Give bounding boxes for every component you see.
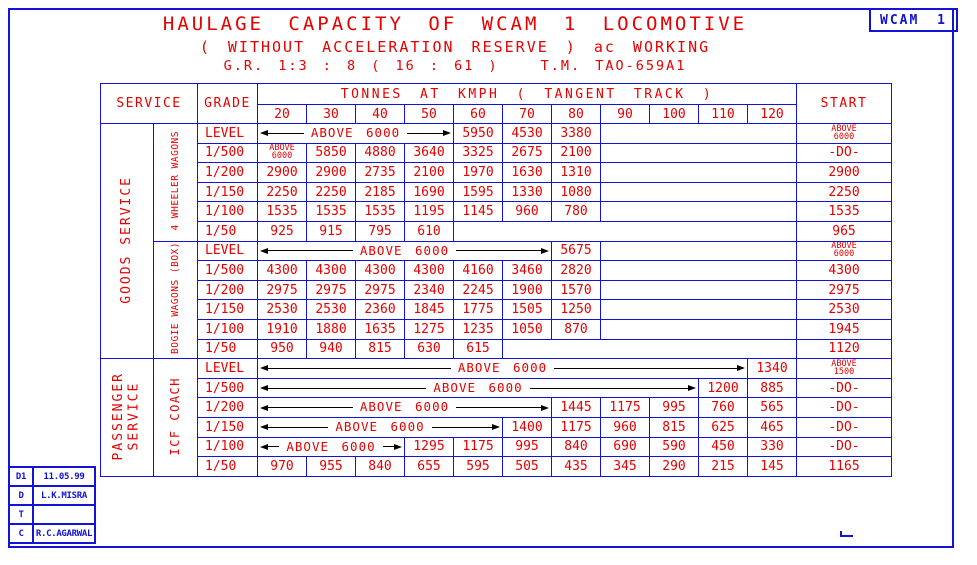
value-cell: 330	[748, 437, 797, 457]
value-cell: 3460	[503, 261, 552, 281]
stock-type-label	[154, 124, 198, 242]
start-cell: 965	[797, 221, 892, 241]
table-row	[101, 124, 892, 144]
value-cell: 4300	[405, 261, 454, 281]
speed-header-70: 70	[503, 105, 552, 124]
value-cell: 1235	[454, 319, 503, 339]
table-row	[101, 221, 892, 241]
table-row	[101, 319, 892, 339]
capacity-arrow	[258, 438, 404, 454]
arrow-line	[456, 407, 541, 408]
table-row	[101, 280, 892, 300]
value-cell: 290	[650, 457, 699, 477]
value-cell: 145	[748, 457, 797, 477]
service-column-header: SERVICE	[101, 84, 198, 124]
value-cell: 1900	[503, 280, 552, 300]
stock-type-label	[154, 241, 198, 359]
arrow-label: ABOVE 6000	[359, 242, 450, 258]
value-cell: 2100	[552, 143, 601, 163]
capacity-arrow	[258, 362, 747, 375]
value-cell: 2530	[307, 300, 356, 320]
stacked-value	[831, 125, 857, 141]
titleblock-value: 11.05.99	[33, 467, 95, 486]
start-cell: 1120	[797, 339, 892, 359]
stock-line: ICF COACH	[168, 376, 183, 456]
value-cell: 5675	[552, 241, 601, 261]
stacked-value	[269, 144, 295, 160]
grade-cell: 1/150	[198, 417, 258, 437]
above-6000-arrow-cell	[258, 398, 552, 418]
above-6000-arrow-cell	[258, 124, 454, 144]
title-line-2: ( WITHOUT ACCELERATION RESERVE ) ac WORKING	[199, 38, 711, 56]
grade-cell: 1/100	[198, 202, 258, 222]
grade-cell: 1/150	[198, 300, 258, 320]
arrow-line	[456, 250, 541, 251]
grade-cell: 1/150	[198, 182, 258, 202]
arrow-line	[268, 427, 328, 428]
value-cell: 4160	[454, 261, 503, 281]
value-cell: 1445	[552, 398, 601, 418]
titleblock-value	[33, 505, 95, 524]
wcam-badge-box	[869, 8, 958, 32]
value-cell: 1175	[552, 417, 601, 437]
value-cell: 1880	[307, 319, 356, 339]
value-cell: 960	[503, 202, 552, 222]
arrowhead-right-icon	[492, 424, 500, 430]
start-cell: 2530	[797, 300, 892, 320]
start-cell: 2975	[797, 280, 892, 300]
value-cell: 2975	[356, 280, 405, 300]
arrow-label: ABOVE 6000	[457, 360, 548, 376]
titleblock-value: L.K.MISRA	[33, 486, 95, 505]
titleblock-key: T	[9, 505, 33, 524]
start-cell: -DO-	[797, 417, 892, 437]
titleblock-row	[9, 467, 95, 486]
capacity-arrow	[258, 242, 551, 258]
titleblock-row	[9, 505, 95, 524]
value-cell: 3380	[552, 124, 601, 144]
value-cell: 655	[405, 457, 454, 477]
stacked-value	[831, 360, 857, 376]
empty-cell	[601, 124, 797, 144]
grade-cell: 1/500	[198, 378, 258, 398]
value-cell: 1535	[356, 202, 405, 222]
arrow-line	[268, 407, 353, 408]
table-row	[101, 359, 892, 379]
grade-column-header: GRADE	[198, 84, 258, 124]
table-row	[101, 398, 892, 418]
arrow-line	[432, 427, 492, 428]
value-cell: 1595	[454, 182, 503, 202]
value-cell: 2735	[356, 163, 405, 183]
value-cell: 2250	[307, 182, 356, 202]
value-cell: 2820	[552, 261, 601, 281]
value-cell: 2100	[405, 163, 454, 183]
value-cell: 1295	[405, 437, 454, 457]
grade-cell: 1/500	[198, 143, 258, 163]
stock-type-text	[170, 131, 181, 231]
value-cell: 2530	[258, 300, 307, 320]
speed-header-40: 40	[356, 105, 405, 124]
value-cell: 610	[405, 221, 454, 241]
value-cell: 625	[699, 417, 748, 437]
value-cell: 1310	[552, 163, 601, 183]
service-group-text	[111, 372, 142, 460]
title-line-1: HAULAGE CAPACITY OF WCAM 1 LOCOMOTIVE	[162, 13, 748, 35]
value-cell: 1050	[503, 319, 552, 339]
stock-line: BOGIE WAGONS (BOX)	[169, 242, 181, 355]
value-cell: 630	[405, 339, 454, 359]
value-cell: 595	[454, 457, 503, 477]
empty-cell	[601, 280, 797, 300]
above-6000-arrow-cell	[258, 359, 748, 379]
arrowhead-left-icon	[260, 365, 268, 371]
start-cell	[797, 124, 892, 144]
empty-cell	[454, 221, 797, 241]
value-cell: 1400	[503, 417, 552, 437]
value-cell: 885	[748, 378, 797, 398]
service-line: GOODS SERVICE	[119, 175, 135, 304]
capacity-arrow	[258, 418, 502, 434]
table-row	[101, 339, 892, 359]
service-group-label	[101, 124, 154, 359]
speed-header-50: 50	[405, 105, 454, 124]
arrowhead-right-icon	[541, 405, 549, 411]
value-cell: 215	[699, 457, 748, 477]
wcam-badge-label: WCAM 1	[880, 12, 947, 28]
titleblock-key: C	[9, 524, 33, 543]
value-cell: 1845	[405, 300, 454, 320]
titleblock-key: D	[9, 486, 33, 505]
table-row	[101, 457, 892, 477]
grade-cell: LEVEL	[198, 124, 258, 144]
value-cell: 2360	[356, 300, 405, 320]
service-group-text	[119, 176, 135, 304]
value-cell: 950	[258, 339, 307, 359]
table-row	[101, 241, 892, 261]
value-cell: 5950	[454, 124, 503, 144]
start-cell	[797, 359, 892, 379]
value-cell: 450	[699, 437, 748, 457]
grade-cell: 1/200	[198, 280, 258, 300]
stacked-line: 6000	[833, 249, 855, 260]
service-line: SERVICE	[127, 381, 142, 451]
stock-type-text	[168, 377, 182, 456]
start-column-header: START	[797, 84, 892, 124]
stacked-line: ABOVE	[831, 123, 857, 134]
arrow-line	[268, 388, 426, 389]
stacked-value	[831, 242, 857, 258]
speed-header-30: 30	[307, 105, 356, 124]
start-cell	[797, 241, 892, 261]
above-6000-arrow-cell	[258, 378, 699, 398]
arrowhead-left-icon	[260, 130, 268, 136]
grade-cell: 1/500	[198, 261, 258, 281]
speed-header-80: 80	[552, 105, 601, 124]
value-cell: 2900	[307, 163, 356, 183]
arrowhead-right-icon	[688, 385, 696, 391]
stacked-line: 6000	[833, 131, 855, 142]
above-6000-arrow-cell	[258, 241, 552, 261]
value-cell: 2245	[454, 280, 503, 300]
stacked-line: ABOVE	[831, 241, 857, 252]
value-cell: 2250	[258, 182, 307, 202]
arrow-label: ABOVE 6000	[335, 418, 425, 434]
table-row	[101, 163, 892, 183]
service-line: PASSENGER	[111, 371, 127, 461]
value-cell: 1630	[503, 163, 552, 183]
value-cell: 960	[601, 417, 650, 437]
empty-cell	[601, 300, 797, 320]
grade-cell: 1/200	[198, 163, 258, 183]
value-cell: 465	[748, 417, 797, 437]
value-cell: 870	[552, 319, 601, 339]
arrow-label: ABOVE 6000	[359, 399, 450, 415]
value-cell: 1535	[258, 202, 307, 222]
start-cell: -DO-	[797, 437, 892, 457]
value-cell: 795	[356, 221, 405, 241]
value-cell: 1505	[503, 300, 552, 320]
arrow-label: ABOVE 6000	[286, 438, 376, 454]
value-cell: 4300	[356, 261, 405, 281]
value-cell: 1910	[258, 319, 307, 339]
value-cell: 955	[307, 457, 356, 477]
value-cell: 3325	[454, 143, 503, 163]
speed-header-120: 120	[748, 105, 797, 124]
value-cell: 565	[748, 398, 797, 418]
value-cell: 940	[307, 339, 356, 359]
value-cell: 1080	[552, 182, 601, 202]
stacked-line: ABOVE	[269, 143, 295, 154]
drawing-title	[105, 13, 805, 74]
speed-header-60: 60	[454, 105, 503, 124]
speed-header-90: 90	[601, 105, 650, 124]
empty-cell	[503, 339, 797, 359]
value-cell: 915	[307, 221, 356, 241]
grade-cell: 1/200	[198, 398, 258, 418]
value-cell: 4530	[503, 124, 552, 144]
value-cell: 690	[601, 437, 650, 457]
empty-cell	[601, 202, 797, 222]
arrow-line	[268, 368, 451, 369]
value-cell: 1775	[454, 300, 503, 320]
start-cell: -DO-	[797, 143, 892, 163]
revision-title-block	[8, 466, 96, 544]
table-row	[101, 437, 892, 457]
start-cell: 1945	[797, 319, 892, 339]
value-cell: 840	[552, 437, 601, 457]
value-cell: 2185	[356, 182, 405, 202]
table-row	[101, 202, 892, 222]
capacity-arrow	[258, 127, 453, 140]
table-header	[101, 84, 892, 124]
grade-cell: 1/100	[198, 437, 258, 457]
value-cell: 1570	[552, 280, 601, 300]
stacked-line: 6000	[271, 151, 293, 162]
arrowhead-left-icon	[260, 248, 268, 254]
value-cell: 1635	[356, 319, 405, 339]
value-cell: 4880	[356, 143, 405, 163]
stock-type-text	[170, 242, 181, 354]
titleblock-value: R.C.AGARWAL	[33, 524, 95, 543]
start-cell: -DO-	[797, 398, 892, 418]
value-cell: 840	[356, 457, 405, 477]
value-cell: 1690	[405, 182, 454, 202]
start-cell: -DO-	[797, 378, 892, 398]
table-body	[101, 124, 892, 477]
gear-ratio-text: G.R. 1:3 : 8 ( 16 : 61 )	[223, 58, 499, 74]
table-row	[101, 417, 892, 437]
stacked-line: ABOVE	[831, 358, 857, 369]
grade-cell: LEVEL	[198, 241, 258, 261]
value-cell: 970	[258, 457, 307, 477]
titleblock-key: D1	[9, 467, 33, 486]
arrowhead-left-icon	[260, 385, 268, 391]
arrowhead-left-icon	[260, 405, 268, 411]
start-cell: 2250	[797, 182, 892, 202]
value-cell: 995	[650, 398, 699, 418]
value-cell: 345	[601, 457, 650, 477]
arrowhead-left-icon	[260, 444, 268, 450]
value-cell: 2975	[258, 280, 307, 300]
value-cell: 1175	[454, 437, 503, 457]
arrow-label: ABOVE 6000	[433, 379, 523, 395]
capacity-arrow	[258, 401, 551, 414]
above-6000-arrow-cell	[258, 437, 405, 457]
arrow-line	[383, 446, 394, 447]
capacity-arrow	[258, 379, 698, 395]
value-cell: 2900	[258, 163, 307, 183]
value-cell: 4300	[258, 261, 307, 281]
start-cell: 1165	[797, 457, 892, 477]
grade-cell: 1/100	[198, 319, 258, 339]
titleblock-row	[9, 486, 95, 505]
value-cell: 4300	[307, 261, 356, 281]
empty-cell	[601, 182, 797, 202]
stock-type-label	[154, 359, 198, 477]
speed-header-100: 100	[650, 105, 699, 124]
value-cell: 1200	[699, 378, 748, 398]
value-cell: 925	[258, 221, 307, 241]
titleblock-row	[9, 524, 95, 543]
arrow-line	[268, 446, 279, 447]
empty-cell	[601, 319, 797, 339]
stock-line: 4 WHEELER WAGONS	[169, 131, 181, 231]
start-cell: 2900	[797, 163, 892, 183]
start-cell: 4300	[797, 261, 892, 281]
value-cell: 815	[356, 339, 405, 359]
value-cell: 1175	[601, 398, 650, 418]
empty-cell	[601, 163, 797, 183]
value-cell: 615	[454, 339, 503, 359]
arrow-label: ABOVE 6000	[310, 125, 401, 141]
table-row	[101, 378, 892, 398]
arrow-line	[530, 388, 688, 389]
value-cell: 1275	[405, 319, 454, 339]
title-line-3	[105, 58, 805, 74]
speed-header-20: 20	[258, 105, 307, 124]
arrowhead-right-icon	[737, 365, 745, 371]
value-cell	[258, 143, 307, 163]
grade-cell: 1/50	[198, 221, 258, 241]
tonnes-at-kmph-header: TONNES AT KMPH ( TANGENT TRACK )	[258, 84, 797, 105]
arrow-line	[554, 368, 737, 369]
value-cell: 1145	[454, 202, 503, 222]
arrow-line	[268, 133, 304, 134]
arrowhead-right-icon	[541, 248, 549, 254]
value-cell: 760	[699, 398, 748, 418]
value-cell: 435	[552, 457, 601, 477]
value-cell: 1340	[748, 359, 797, 379]
grade-cell: LEVEL	[198, 359, 258, 379]
above-6000-arrow-cell	[258, 417, 503, 437]
traction-motor-text: T.M. TAO-659A1	[540, 58, 687, 74]
value-cell: 1195	[405, 202, 454, 222]
frame-fold-mark	[840, 531, 853, 537]
grade-cell: 1/50	[198, 339, 258, 359]
value-cell: 2675	[503, 143, 552, 163]
value-cell: 1970	[454, 163, 503, 183]
value-cell: 1330	[503, 182, 552, 202]
table-row	[101, 300, 892, 320]
value-cell: 1250	[552, 300, 601, 320]
stacked-line: 1500	[833, 366, 855, 377]
value-cell: 1535	[307, 202, 356, 222]
empty-cell	[601, 261, 797, 281]
grade-cell: 1/50	[198, 457, 258, 477]
start-cell: 1535	[797, 202, 892, 222]
value-cell: 3640	[405, 143, 454, 163]
value-cell: 590	[650, 437, 699, 457]
table-row	[101, 143, 892, 163]
service-group-label	[101, 359, 154, 477]
value-cell: 505	[503, 457, 552, 477]
value-cell: 780	[552, 202, 601, 222]
empty-cell	[601, 241, 797, 261]
empty-cell	[601, 143, 797, 163]
table-row	[101, 261, 892, 281]
table-row	[101, 182, 892, 202]
haulage-capacity-table	[100, 83, 892, 477]
arrowhead-right-icon	[394, 444, 402, 450]
arrowhead-left-icon	[260, 424, 268, 430]
arrow-line	[268, 250, 353, 251]
value-cell: 5850	[307, 143, 356, 163]
value-cell: 2340	[405, 280, 454, 300]
value-cell: 995	[503, 437, 552, 457]
speed-header-110: 110	[699, 105, 748, 124]
arrow-line	[407, 133, 443, 134]
value-cell: 2975	[307, 280, 356, 300]
value-cell: 815	[650, 417, 699, 437]
arrowhead-right-icon	[443, 130, 451, 136]
